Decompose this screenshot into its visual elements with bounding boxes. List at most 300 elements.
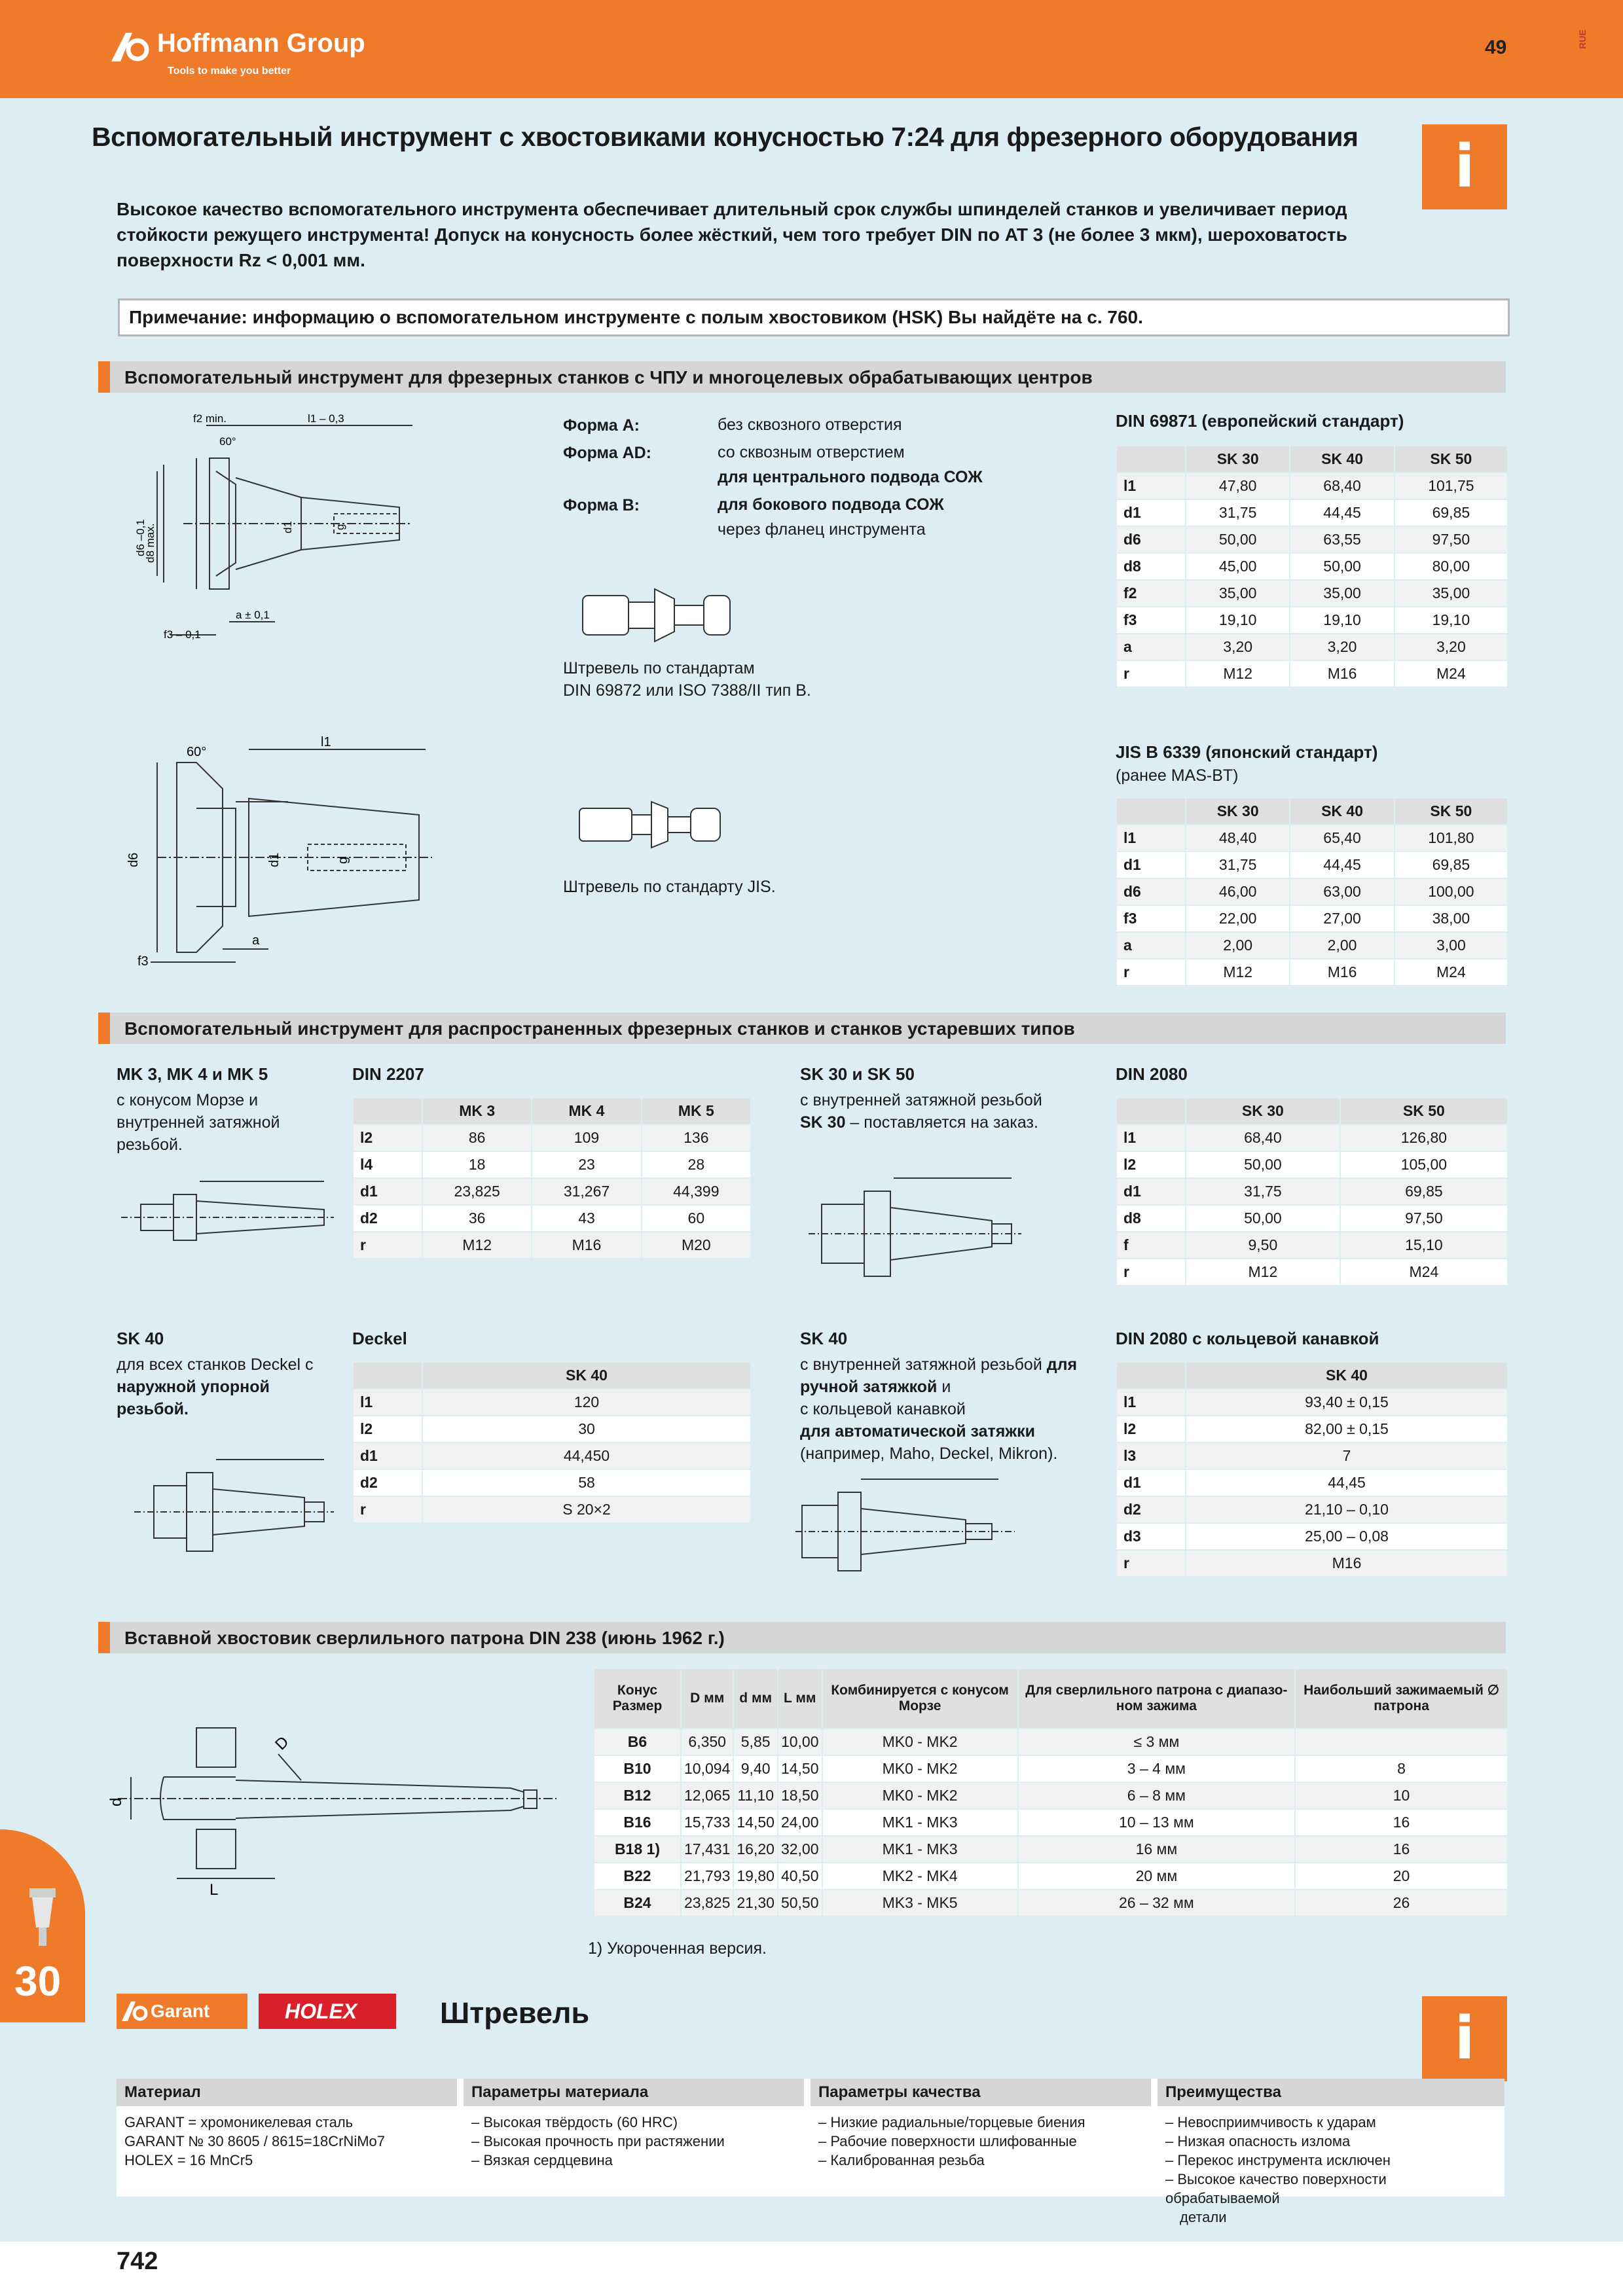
jis-a: a [252, 933, 260, 948]
table-cell: MK0 - MK2 [822, 1729, 1018, 1755]
table-cell: 14,50 [778, 1755, 822, 1782]
table-cell: 35,00 [1290, 580, 1394, 607]
note-text: Примечание: информацию о вспомогательном инструменте с полым хвостовиком (HSK) Вы найдёте на с. 760. [129, 307, 1143, 327]
table-row-label: d1 [1116, 1469, 1186, 1496]
mk-title: MK 3, MK 4 и MK 5 [117, 1064, 268, 1084]
table-row [594, 1863, 1508, 1890]
table-row-label: r [353, 1496, 422, 1523]
table-row-label: f2 [1116, 580, 1186, 607]
table-row [594, 1809, 1508, 1836]
table-cell: 3 – 4 мм [1018, 1755, 1295, 1782]
table-row-label: d1 [1116, 852, 1186, 878]
table-row [353, 1205, 751, 1232]
garant-logo [117, 1994, 247, 2029]
brand-logo [111, 25, 386, 84]
table-row-label: l2 [353, 1124, 422, 1151]
table-row-label: a [1116, 932, 1186, 959]
table-corner [353, 1098, 422, 1124]
prop-line: – Невосприимчивость к ударам [1165, 2114, 1376, 2130]
table-column-header: D мм [681, 1668, 733, 1729]
table-cell: 93,40 ± 0,15 [1186, 1389, 1508, 1416]
table-row [1116, 878, 1508, 905]
garant-text: Garant [151, 2001, 210, 2021]
table-row-label: r [1116, 660, 1186, 687]
table-cell: 101,75 [1395, 473, 1508, 499]
table-row-label: B6 [594, 1729, 681, 1755]
sk40b-line4: для автоматической затяжки [800, 1422, 1035, 1441]
din69871-title: DIN 69871 (европейский стандарт) [1116, 411, 1404, 431]
section-title: Вставной хвостовик сверлильного патрона DIN 238 (июнь 1962 г.) [124, 1628, 725, 1648]
prop-line: – Перекос инструмента исключен [1165, 2152, 1391, 2168]
form-a-desc: без сквозного отверстия [718, 416, 902, 434]
table-cell: 6 – 8 мм [1018, 1782, 1295, 1809]
table-column-header: SK 40 [1290, 446, 1394, 473]
prop-line: – Низкие радиальные/торцевые биения [818, 2114, 1085, 2130]
table-cell: 23,825 [422, 1178, 532, 1205]
table-row [1116, 959, 1508, 986]
jis-d1: d1 [267, 852, 282, 867]
table-cell: 15,733 [681, 1809, 733, 1836]
hoffmann-logo-icon [111, 30, 151, 63]
prop-line: – Вязкая сердцевина [471, 2152, 613, 2168]
form-b-name: Форма B: [563, 496, 640, 514]
drawing-din238 [105, 1715, 563, 1911]
page-number-top: 49 [1485, 37, 1507, 58]
table-cell: 19,10 [1186, 607, 1290, 634]
table-cell: 101,80 [1395, 825, 1508, 852]
section-header-cnc [98, 361, 1506, 393]
section-title: Вспомогательный инструмент для распространенных фрезерных станков и станков устаревших типов [124, 1018, 1075, 1039]
table-row [1116, 1205, 1508, 1232]
table-row-label: B16 [594, 1809, 681, 1836]
din2080-table [1116, 1097, 1508, 1286]
din2207-title: DIN 2207 [352, 1064, 424, 1084]
table-row [1116, 1151, 1508, 1178]
jis-subtitle: (ранее MAS-BT) [1116, 766, 1239, 785]
jis-g: g [336, 856, 350, 864]
table-cell: 50,00 [1186, 1151, 1340, 1178]
table-cell: M12 [1186, 1259, 1340, 1285]
table-cell: 25,00 – 0,08 [1186, 1523, 1508, 1550]
table-row-label: B24 [594, 1890, 681, 1916]
pullstud-din-line1: Штревель по стандартам [563, 659, 755, 677]
sk40b-title: SK 40 [800, 1329, 848, 1348]
sk40a-line1: для всех станков Deckel с [117, 1355, 314, 1374]
table-cell: 2,00 [1290, 932, 1394, 959]
mk-line3: резьбой. [117, 1136, 183, 1154]
table-row [353, 1151, 751, 1178]
table-row [594, 1782, 1508, 1809]
dim-d1: d1 [282, 521, 294, 533]
table-row [594, 1890, 1508, 1916]
table-row-label: d2 [1116, 1496, 1186, 1523]
table-cell: 14,50 [733, 1809, 778, 1836]
table-row [353, 1416, 751, 1443]
table-column-header: d мм [733, 1668, 778, 1729]
prop-line: HOLEX = 16 MnCr5 [124, 2152, 253, 2168]
table-row [353, 1178, 751, 1205]
table-cell: 36 [422, 1205, 532, 1232]
drawing-mk [115, 1172, 337, 1263]
prop-line: – Высокое качество поверхности обрабатываемой [1165, 2171, 1387, 2206]
table-cell: 50,00 [1186, 526, 1290, 553]
table-cell: 30 [422, 1416, 751, 1443]
table-cell: 44,45 [1186, 1469, 1508, 1496]
table-cell: 109 [532, 1124, 641, 1151]
table-cell: M16 [1290, 660, 1394, 687]
table-cell: 12,065 [681, 1782, 733, 1809]
table-cell: 3,20 [1395, 634, 1508, 660]
table-row-label: l4 [353, 1151, 422, 1178]
table-cell: 5,85 [733, 1729, 778, 1755]
table-column-header: SK 30 [1186, 446, 1290, 473]
table-column-header: SK 40 [1290, 798, 1394, 825]
table-row-label: d1 [353, 1443, 422, 1469]
table-row [1116, 825, 1508, 852]
table-row [1116, 1469, 1508, 1496]
pullstud-din-line2: DIN 69872 или ISO 7388/II тип B. [563, 681, 811, 700]
prop-col-quality [811, 2079, 1151, 2176]
table-corner [353, 1362, 422, 1389]
table-row-label: d3 [1116, 1523, 1186, 1550]
dim-g: g [334, 524, 346, 530]
table-column-header: MK 4 [532, 1098, 641, 1124]
table-column-header: SK 50 [1340, 1098, 1508, 1124]
table-row [353, 1496, 751, 1523]
table-cell: 31,75 [1186, 499, 1290, 526]
table-cell: 16 [1295, 1809, 1508, 1836]
dim-angle: 60° [219, 435, 236, 448]
dim-f2: f2 min. [193, 412, 227, 425]
table-row-label: B12 [594, 1782, 681, 1809]
table-cell: 44,45 [1290, 852, 1394, 878]
din2080-title: DIN 2080 [1116, 1064, 1188, 1084]
din69871-table [1116, 445, 1508, 688]
table-cell: 8 [1295, 1755, 1508, 1782]
table-cell: 100,00 [1395, 878, 1508, 905]
prop-head: Преимущества [1158, 2079, 1504, 2106]
table-row-label: l2 [1116, 1416, 1186, 1443]
drawing-jis [118, 736, 458, 972]
table-cell: M12 [1186, 660, 1290, 687]
table-cell: MK1 - MK3 [822, 1809, 1018, 1836]
table-row-label: l1 [353, 1389, 422, 1416]
table-row [1116, 580, 1508, 607]
table-row [1116, 1550, 1508, 1577]
table-cell: 21,793 [681, 1863, 733, 1890]
table-column-header: SK 30 [1186, 1098, 1340, 1124]
table-row-label: r [353, 1232, 422, 1259]
table-cell: 19,80 [733, 1863, 778, 1890]
table-cell: 48,40 [1186, 825, 1290, 852]
table-cell: M16 [532, 1232, 641, 1259]
table-cell: 15,10 [1340, 1232, 1508, 1259]
jis-title: JIS B 6339 (японский стандарт) [1116, 742, 1378, 762]
table-row [1116, 1259, 1508, 1285]
din2080ring-table [1116, 1361, 1508, 1577]
table-cell: MK2 - MK4 [822, 1863, 1018, 1890]
table-row [353, 1232, 751, 1259]
table-cell: 31,75 [1186, 1178, 1340, 1205]
table-row-label: a [1116, 634, 1186, 660]
table-row [353, 1124, 751, 1151]
table-corner [1116, 446, 1186, 473]
drawing-sk40-ring [795, 1473, 1018, 1590]
table-cell: 120 [422, 1389, 751, 1416]
table-row [1116, 499, 1508, 526]
table-row-label: B10 [594, 1755, 681, 1782]
table-row [1116, 905, 1508, 932]
table-row [1116, 660, 1508, 687]
table-row-label: r [1116, 959, 1186, 986]
section-title: Вспомогательный инструмент для фрезерных станков с ЧПУ и многоцелевых обрабатывающих центров [124, 367, 1093, 387]
table-row [353, 1469, 751, 1496]
table-cell: 136 [642, 1124, 751, 1151]
table-row [353, 1389, 751, 1416]
table-cell: M24 [1395, 660, 1508, 687]
table-cell: 47,80 [1186, 473, 1290, 499]
table-cell: 3,00 [1395, 932, 1508, 959]
table-cell: 46,00 [1186, 878, 1290, 905]
table-row-label: f [1116, 1232, 1186, 1259]
table-row [1116, 553, 1508, 580]
table-row [1116, 607, 1508, 634]
intro-text: Высокое качество вспомогательного инструмента обеспечивает длительный срок службы шпинделей станков и увеличивает период стойкости режущего инструмента! Допуск на конусность более жёсткий, чем того требует DIN по AT 3 (не более 3 мкм), шероховатость поверхности Rz < 0,001 мм. [117, 199, 1347, 270]
table-cell: 58 [422, 1469, 751, 1496]
table-cell: 63,00 [1290, 878, 1394, 905]
form-ad-name: Форма AD: [563, 444, 651, 462]
drawing-deckel [115, 1446, 337, 1577]
prop-head: Материал [117, 2079, 457, 2106]
table-cell: M12 [422, 1232, 532, 1259]
table-cell: 44,399 [642, 1178, 751, 1205]
mk-line2: внутренней затяжной [117, 1113, 280, 1132]
table-cell: 19,10 [1290, 607, 1394, 634]
table-cell: 105,00 [1340, 1151, 1508, 1178]
section-header-din238 [98, 1622, 1506, 1653]
table-row [1116, 1178, 1508, 1205]
table-cell: 19,10 [1395, 607, 1508, 634]
table-row-label: d6 [1116, 526, 1186, 553]
sk40b-line2: ручной затяжкой и [800, 1378, 951, 1396]
dim-a: a ± 0,1 [236, 609, 270, 621]
table-row [1116, 1416, 1508, 1443]
table-cell: 3,20 [1290, 634, 1394, 660]
prop-head: Параметры материала [464, 2079, 804, 2106]
page-number-bottom: 742 [117, 2248, 158, 2275]
table-row-label: l1 [1116, 473, 1186, 499]
table-cell: 50,00 [1186, 1205, 1340, 1232]
sk40a-line3: резьбой. [117, 1400, 189, 1418]
table-cell: 82,00 ± 0,15 [1186, 1416, 1508, 1443]
table-row-label: l2 [353, 1416, 422, 1443]
table-cell: 17,431 [681, 1836, 733, 1863]
table-row-label: d1 [1116, 499, 1186, 526]
table-cell: MK3 - MK5 [822, 1890, 1018, 1916]
table-cell: 18,50 [778, 1782, 822, 1809]
prop-line: – Калиброванная резьба [818, 2152, 985, 2168]
table-row-label: r [1116, 1259, 1186, 1285]
prop-col-advantages [1158, 2079, 1504, 2233]
table-cell: M12 [1186, 959, 1290, 986]
table-cell: 11,10 [733, 1782, 778, 1809]
table-row [1116, 1232, 1508, 1259]
table-row [1116, 1443, 1508, 1469]
table-cell: 97,50 [1340, 1205, 1508, 1232]
table-cell: 35,00 [1186, 580, 1290, 607]
table-corner [1116, 1098, 1186, 1124]
table-cell: 16 мм [1018, 1836, 1295, 1863]
table-cell: M24 [1395, 959, 1508, 986]
table-cell: 27,00 [1290, 905, 1394, 932]
table-cell: 44,45 [1290, 499, 1394, 526]
table-row [1116, 1523, 1508, 1550]
table-column-header: Наибольший зажимаемый ∅ патрона [1295, 1668, 1508, 1729]
prop-line: GARANT № 30 8605 / 8615=18CrNiMo7 [124, 2133, 386, 2149]
table-row [1116, 634, 1508, 660]
table-cell: 69,85 [1395, 852, 1508, 878]
table-column-header: SK 50 [1395, 446, 1508, 473]
table-cell: 126,80 [1340, 1124, 1508, 1151]
table-cell: 9,40 [733, 1755, 778, 1782]
jis-angle: 60° [187, 745, 207, 759]
table-cell: 40,50 [778, 1863, 822, 1890]
pullstud-jis-drawing [570, 792, 740, 857]
prop-line: – Низкая опасность излома [1165, 2133, 1351, 2149]
info-icon: i [1422, 124, 1507, 209]
sk3050-title: SK 30 и SK 50 [800, 1064, 915, 1084]
table-row-label: f3 [1116, 905, 1186, 932]
table-row-label: l2 [1116, 1151, 1186, 1178]
table-cell: 69,85 [1395, 499, 1508, 526]
table-column-header: SK 40 [422, 1362, 751, 1389]
table-column-header: L мм [778, 1668, 822, 1729]
table-row-label: l1 [1116, 825, 1186, 852]
table-row-label: B22 [594, 1863, 681, 1890]
table-cell: 97,50 [1395, 526, 1508, 553]
form-ad-desc: со сквозным отверстием [718, 443, 905, 461]
table-row [1116, 526, 1508, 553]
form-b-desc: для бокового подвода СОЖ [718, 495, 944, 514]
table-row [594, 1836, 1508, 1863]
deckel-title: Deckel [352, 1329, 407, 1348]
garant-mark-icon [122, 2000, 148, 2022]
table-cell: 16 [1295, 1836, 1508, 1863]
table-cell: 23 [532, 1151, 641, 1178]
brand-tagline: Tools to make you better [168, 65, 291, 77]
info-icon-bottom: i [1422, 1996, 1507, 2081]
table-cell: 60 [642, 1205, 751, 1232]
din2080ring-title: DIN 2080 с кольцевой канавкой [1116, 1329, 1379, 1348]
table-cell: 26 – 32 мм [1018, 1890, 1295, 1916]
dim-f3: f3 – 0,1 [164, 628, 201, 641]
table-cell: 68,40 [1290, 473, 1394, 499]
jis-table [1116, 797, 1508, 986]
din238-D: D [272, 1732, 293, 1754]
table-cell: 10 [1295, 1782, 1508, 1809]
table-cell: 20 мм [1018, 1863, 1295, 1890]
sk40a-title: SK 40 [117, 1329, 164, 1348]
table-row-label: l3 [1116, 1443, 1186, 1469]
table-row-label: d2 [353, 1469, 422, 1496]
chapter-number: 30 [14, 1958, 62, 2005]
table-cell: 3,20 [1186, 634, 1290, 660]
table-column-header: SK 40 [1186, 1362, 1508, 1389]
table-cell [1295, 1729, 1508, 1755]
table-row-label: d1 [353, 1178, 422, 1205]
sk40b-line3: с кольцевой канавкой [800, 1400, 966, 1418]
table-cell: 21,30 [733, 1890, 778, 1916]
table-cell: 69,85 [1340, 1178, 1508, 1205]
table-cell: 10,00 [778, 1729, 822, 1755]
table-row [594, 1755, 1508, 1782]
table-cell: 44,450 [422, 1443, 751, 1469]
table-row-label: d8 [1116, 1205, 1186, 1232]
table-cell: 23,825 [681, 1890, 733, 1916]
table-cell: 45,00 [1186, 553, 1290, 580]
table-cell: MK0 - MK2 [822, 1782, 1018, 1809]
pull-stud-title: Штревель [440, 1996, 590, 2030]
holex-text: HOLEX [285, 2000, 357, 2023]
prop-line: GARANT = хромоникелевая сталь [124, 2114, 354, 2130]
table-cell: 38,00 [1395, 905, 1508, 932]
table-cell: M20 [642, 1232, 751, 1259]
table-cell: 16,20 [733, 1836, 778, 1863]
din2207-table [352, 1097, 752, 1259]
table-cell: MK0 - MK2 [822, 1755, 1018, 1782]
table-row [1116, 473, 1508, 499]
page-title: Вспомогательный инструмент с хвостовиками конусностью 7:24 для фрезерного оборудования [92, 122, 1359, 152]
dim-d8: d8 max. [144, 523, 156, 563]
table-cell: 10 – 13 мм [1018, 1809, 1295, 1836]
pullstud-jis-text: Штревель по стандарту JIS. [563, 878, 776, 896]
form-a-name: Форма A: [563, 416, 640, 435]
sk40b-line1: с внутренней затяжной резьбой для [800, 1355, 1078, 1374]
din238-L: L [210, 1881, 219, 1899]
pullstud-din-drawing [570, 576, 753, 655]
table-row-label: r [1116, 1550, 1186, 1577]
table-row-label: f3 [1116, 607, 1186, 634]
table-cell: M16 [1290, 959, 1394, 986]
table-row [1116, 852, 1508, 878]
form-b-desc2: через фланец инструмента [718, 520, 926, 539]
drawing-sk3050 [802, 1172, 1025, 1296]
table-column-header: Конус Размер [594, 1668, 681, 1729]
table-cell: 35,00 [1395, 580, 1508, 607]
dim-d6: d6 –0,1 [134, 519, 147, 556]
table-column-header: Для сверлильного патрона с диапазо-ном зажима [1018, 1668, 1295, 1729]
table-cell: 31,75 [1186, 852, 1290, 878]
table-cell: 2,00 [1186, 932, 1290, 959]
form-ad-desc2: для центрального подвода СОЖ [718, 468, 983, 486]
drawing-din69871 [105, 406, 432, 655]
table-column-header: MK 5 [642, 1098, 751, 1124]
table-cell: 18 [422, 1151, 532, 1178]
tool-holder-icon [23, 1888, 62, 1947]
table-cell: 21,10 – 0,10 [1186, 1496, 1508, 1523]
holex-logo [259, 1994, 396, 2029]
table-row [1116, 1124, 1508, 1151]
table-row-label: d8 [1116, 553, 1186, 580]
note-box [118, 298, 1510, 336]
table-cell: 26 [1295, 1890, 1508, 1916]
table-row-label: d2 [353, 1205, 422, 1232]
table-cell: S 20×2 [422, 1496, 751, 1523]
sk40b-line5: (например, Maho, Deckel, Mikron). [800, 1444, 1058, 1463]
prop-line: – Рабочие поверхности шлифованные [818, 2133, 1077, 2149]
din238-d: d [107, 1797, 125, 1806]
jis-f3: f3 [137, 954, 149, 969]
